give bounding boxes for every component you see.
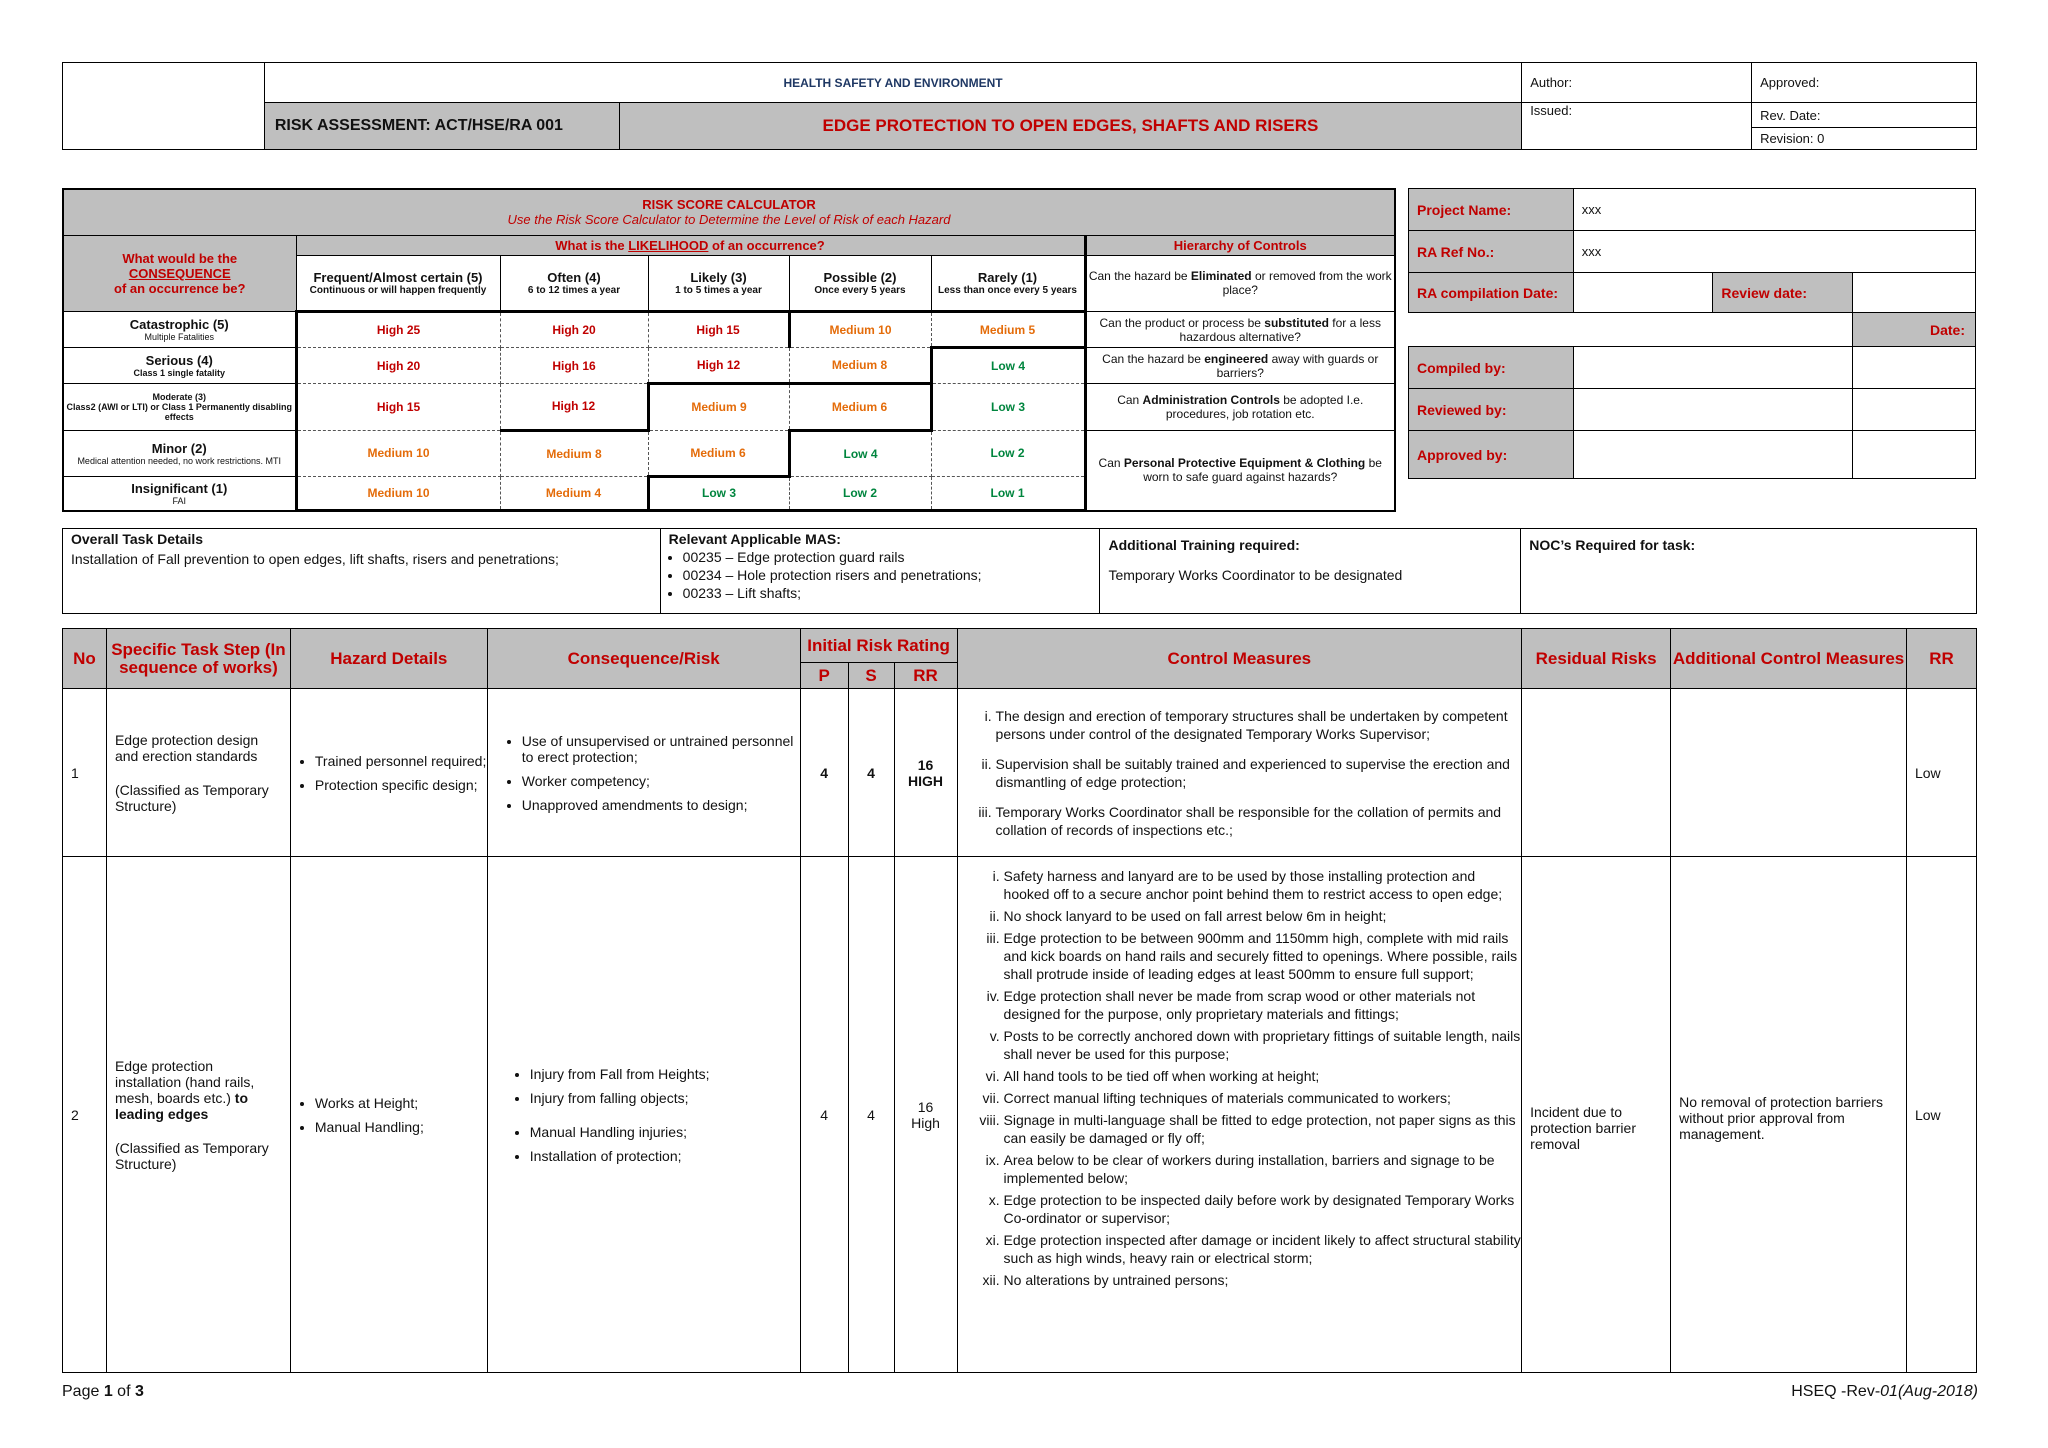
matrix-cell: Medium 8 (789, 348, 931, 384)
list-item: vi. All hand tools to be tied off when working at height; (1004, 1067, 1522, 1085)
noc-cell (1521, 529, 1977, 614)
consequence-q3: of an occurrence be? (114, 280, 246, 296)
row-controls (957, 689, 1522, 857)
row-p: 4 (800, 857, 848, 1373)
list-item: • Works at Height; (315, 1095, 487, 1111)
table-row (63, 689, 1977, 857)
matrix-cell: Medium 5 (931, 312, 1085, 348)
table-row (63, 857, 1977, 1373)
ra-ref-label: RA Ref No.: (1409, 231, 1574, 273)
list-item: ii. No shock lanyard to be used on fall arrest below 6m in height; (1004, 907, 1522, 925)
mas-cell (660, 529, 1100, 614)
matrix-cell: Medium 9 (648, 384, 789, 430)
likelihood-q3: of an occurrence? (708, 237, 825, 253)
review-date-value (1853, 273, 1976, 313)
hierarchy-keyword: substituted (1264, 315, 1329, 330)
list-item: • Use of unsupervised or untrained personnel to erect protection; (522, 733, 800, 765)
hierarchy-substitute (1085, 312, 1395, 348)
hierarchy-keyword: Eliminated (1190, 269, 1252, 284)
reviewed-by-label: Reviewed by: (1409, 389, 1574, 431)
col-additional: Additional Control Measures (1671, 629, 1907, 689)
row-rr (894, 689, 957, 857)
hierarchy-text: or removed from the work place? (1222, 269, 1392, 298)
matrix-cell: Medium 10 (296, 476, 500, 510)
spacer (1409, 313, 1853, 347)
ra-number: RISK ASSESSMENT: ACT/HSE/RA 001 (264, 103, 619, 150)
list-item: • Manual Handling injuries; (530, 1124, 800, 1140)
matrix-cell: Medium 8 (500, 430, 648, 476)
col-no: No (63, 629, 107, 689)
approved-by-label: Approved by: (1409, 431, 1574, 479)
mas-list (669, 549, 1092, 601)
consequence-desc: Class 1 single fatality (133, 368, 226, 379)
matrix-cell: High 20 (296, 348, 500, 384)
row-no: 2 (63, 857, 107, 1373)
matrix-cell: Low 2 (789, 476, 931, 510)
matrix-cell: Low 2 (931, 430, 1085, 476)
step-text-a: Edge protection installation (hand rails, mesh, boards etc.) (114, 1057, 255, 1106)
hierarchy-text: Can (1098, 456, 1124, 471)
col-initial-rating: Initial Risk Rating (800, 629, 957, 663)
list-item: i. Safety harness and lanyard are to be used by those installing protection and hooked off to a secure anchor point behind them to restrict access to open edge; (1004, 867, 1522, 903)
consequence-q1: What would be the (122, 250, 238, 266)
document-header (62, 62, 1977, 150)
likelihood-4 (500, 255, 648, 311)
hierarchy-keyword: Personal Protective Equipment & Clothing (1123, 456, 1366, 471)
list-item: • Worker competency; (522, 773, 800, 789)
mas-label: Relevant Applicable MAS: (668, 531, 841, 547)
list-item: • Protection specific design; (315, 777, 487, 793)
likelihood-question (296, 235, 1085, 255)
likelihood-4-desc: 6 to 12 times a year (527, 284, 621, 296)
consequence-name: Serious (4) (145, 353, 213, 369)
hierarchy-keyword: Administration Controls (1142, 392, 1280, 407)
noc-label: NOC’s Required for task: (1529, 537, 1696, 553)
matrix-cell: High 25 (296, 312, 500, 348)
hierarchy-keyword: engineered (1204, 351, 1269, 366)
consequence-name: Catastrophic (5) (129, 317, 229, 333)
project-info (1408, 188, 1976, 479)
list-item: xi. Edge protection inspected after damage or incident likely to affect structural stability such as high winds, heavy rain or electrical storm; (1004, 1231, 1522, 1267)
list-item: iii. Temporary Works Coordinator shall be responsible for the collation of permits and collation of records of inspections etc.; (996, 803, 1522, 839)
hierarchy-engineer (1085, 348, 1395, 384)
matrix-cell: Medium 6 (789, 384, 931, 430)
consequence-desc: Medical attention needed, no work restrictions. MTI (77, 455, 282, 466)
hierarchy-eliminate (1085, 255, 1395, 311)
row-rr (894, 857, 957, 1373)
list-item: ii. Supervision shall be suitably trained and experienced to supervise the erection and dismantling of edge protection; (996, 755, 1522, 791)
date-label: Date: (1853, 313, 1976, 347)
risk-assessment-table (62, 628, 1977, 1373)
matrix-cell: Low 4 (931, 348, 1085, 384)
hierarchy-text: Can the hazard be (1088, 269, 1191, 284)
row-hazards (290, 857, 487, 1373)
row-consequences (487, 857, 800, 1373)
list-item: • Manual Handling; (315, 1119, 487, 1135)
likelihood-3-desc: 1 to 5 times a year (675, 284, 762, 296)
rr-level: HIGH (908, 772, 944, 789)
row-hazards (290, 689, 487, 857)
list-item: • Installation of protection; (530, 1148, 800, 1164)
hierarchy-text: for a less hazardous alternative? (1179, 315, 1381, 344)
likelihood-1-desc: Less than once every 5 years (938, 284, 1077, 296)
row-p: 4 (800, 689, 848, 857)
matrix-cell: Medium 10 (296, 430, 500, 476)
list-item: • 00233 – Lift shafts; (683, 585, 1092, 601)
list-item: • Trained personnel required; (315, 753, 487, 769)
overall-task-details (62, 528, 1977, 614)
likelihood-2-name: Possible (2) (823, 269, 897, 285)
issued-field: Issued: (1522, 103, 1752, 150)
project-name-label: Project Name: (1409, 189, 1574, 231)
col-rr-initial: RR (894, 663, 957, 689)
matrix-cell: High 15 (296, 384, 500, 430)
consequence-desc: FAI (172, 495, 186, 506)
hierarchy-title: Hierarchy of Controls (1085, 235, 1395, 255)
compiled-by-label: Compiled by: (1409, 347, 1574, 389)
likelihood-3-name: Likely (3) (690, 269, 747, 285)
compiled-date (1853, 347, 1976, 389)
training-text: Temporary Works Coordinator to be designated (1108, 567, 1403, 583)
rr-score: 16 (917, 1098, 934, 1115)
likelihood-3 (648, 255, 789, 311)
matrix-cell: High 16 (500, 348, 648, 384)
row-step (106, 857, 290, 1373)
row-s: 4 (848, 689, 894, 857)
list-item: • Injury from falling objects; (530, 1090, 800, 1106)
likelihood-1 (931, 255, 1085, 311)
ra-compilation-label: RA compilation Date: (1409, 273, 1574, 313)
hierarchy-ppe (1085, 430, 1395, 510)
list-item: • Injury from Fall from Heights; (530, 1066, 800, 1082)
col-rr: RR (1906, 629, 1976, 689)
revision-footer (1791, 1383, 1978, 1401)
hierarchy-text: Can the hazard be (1102, 351, 1205, 366)
list-item: • 00234 – Hole protection risers and penetrations; (683, 567, 1092, 583)
ra-ref-value: xxx (1573, 231, 1975, 273)
calculator-title-cell (63, 189, 1395, 235)
hierarchy-text: away with guards or barriers? (1216, 351, 1379, 380)
revision-field: Revision: 0 (1752, 127, 1977, 149)
step-text: Edge protection design and erection standards (114, 731, 259, 764)
row-s: 4 (848, 857, 894, 1373)
list-item: vii. Correct manual lifting techniques of materials communicated to workers; (1004, 1089, 1522, 1107)
col-control: Control Measures (957, 629, 1522, 689)
page-total: 3 (134, 1383, 144, 1400)
likelihood-1-name: Rarely (1) (977, 269, 1038, 285)
matrix-cell: Medium 6 (648, 430, 789, 476)
row-no: 1 (63, 689, 107, 857)
ra-compilation-value (1573, 273, 1713, 313)
hierarchy-text: be worn to safe guard against hazards? (1143, 456, 1382, 485)
hierarchy-admin (1085, 384, 1395, 430)
task-details-cell (63, 529, 661, 614)
revision-text: HSEQ -Rev- (1791, 1383, 1881, 1400)
row-residual: Incident due to protection barrier removal (1522, 857, 1671, 1373)
step-text-b: to leading edges (114, 1089, 249, 1122)
approved-date (1853, 431, 1976, 479)
consequence-desc: Class2 (AWI or LTI) or Class 1 Permanently disabling effects (66, 401, 292, 422)
page-current: 1 (103, 1383, 113, 1400)
matrix-cell: Low 3 (931, 384, 1085, 430)
likelihood-2-desc: Once every 5 years (814, 284, 906, 296)
risk-score-calculator (62, 188, 1396, 512)
reviewed-by-value (1573, 389, 1852, 431)
row-step (106, 689, 290, 857)
likelihood-5-name: Frequent/Almost certain (5) (313, 269, 483, 285)
training-cell (1100, 529, 1521, 614)
task-details-text: Installation of Fall prevention to open edges, lift shafts, risers and penetrations; (71, 551, 559, 567)
page-number (62, 1383, 144, 1401)
matrix-cell: Low 3 (648, 476, 789, 510)
row-consequences (487, 689, 800, 857)
calculator-title: RISK SCORE CALCULATOR (642, 197, 816, 213)
project-name-value: xxx (1573, 189, 1975, 231)
ra-title: EDGE PROTECTION TO OPEN EDGES, SHAFTS AND RISERS (619, 103, 1521, 150)
calculator-subtitle: Use the Risk Score Calculator to Determine the Level of Risk of each Hazard (507, 212, 951, 228)
col-hazard: Hazard Details (290, 629, 487, 689)
consequence-name: Moderate (3) (152, 391, 206, 402)
list-item: • 00235 – Edge protection guard rails (683, 549, 1092, 565)
col-residual: Residual Risks (1522, 629, 1671, 689)
likelihood-4-name: Often (4) (547, 269, 601, 285)
matrix-cell: High 20 (500, 312, 648, 348)
row-additional: No removal of protection barriers without prior approval from management. (1671, 857, 1907, 1373)
list-item: iii. Edge protection to be between 900mm and 1150mm high, complete with mid rails and kick boards on hand rails and securely fitted to openings. Where possible, rails shall protrude inside of leading edges at least 500mm to ensure full support; (1004, 929, 1522, 983)
consequence-desc: Multiple Fatalities (144, 332, 215, 343)
col-step: Specific Task Step (In sequence of works) (106, 629, 290, 689)
consequence-moderate (63, 384, 296, 430)
org-title: HEALTH SAFETY AND ENVIRONMENT (264, 63, 1521, 103)
matrix-cell: High 15 (648, 312, 789, 348)
step-text (115, 1058, 282, 1122)
task-details-label: Overall Task Details (71, 531, 204, 547)
consequence-q2: CONSEQUENCE (128, 265, 231, 281)
matrix-cell: High 12 (500, 384, 648, 430)
row-final-rr: Low (1906, 689, 1976, 857)
page-text: of (112, 1383, 135, 1400)
col-consequence: Consequence/Risk (487, 629, 800, 689)
consequence-name: Insignificant (1) (131, 480, 228, 496)
consequence-question (63, 235, 296, 311)
consequence-name: Minor (2) (151, 440, 207, 456)
list-item: ix. Area below to be clear of workers during installation, barriers and signage to be implemented below; (1004, 1151, 1522, 1187)
rev-date-field: Rev. Date: (1752, 103, 1977, 127)
row-controls (957, 857, 1522, 1373)
consequence-catastrophic (63, 312, 296, 348)
likelihood-q1: What is the (555, 237, 629, 253)
matrix-cell: High 12 (648, 348, 789, 384)
rr-score: 16 (917, 756, 934, 773)
review-date-label: Review date: (1713, 273, 1853, 313)
likelihood-5-desc: Continuous or will happen frequently (309, 284, 487, 296)
likelihood-q2: LIKELIHOOD (628, 237, 709, 253)
matrix-cell: Low 1 (931, 476, 1085, 510)
matrix-cell: Medium 4 (500, 476, 648, 510)
consequence-minor (63, 430, 296, 476)
page-text: Page (62, 1383, 104, 1400)
row-final-rr: Low (1906, 857, 1976, 1373)
approved-field: Approved: (1752, 63, 1977, 103)
hierarchy-text: be adopted I.e. procedures, job rotation etc. (1165, 392, 1364, 421)
col-p: P (800, 663, 848, 689)
step-classification: (Classified as Temporary Structure) (114, 781, 269, 814)
list-item: i. The design and erection of temporary structures shall be undertaken by competent persons under control of the designated Temporary Works Supervisor; (996, 707, 1522, 743)
approved-by-value (1573, 431, 1852, 479)
author-field: Author: (1522, 63, 1752, 103)
hierarchy-text: Can (1117, 392, 1143, 407)
compiled-by-value (1573, 347, 1852, 389)
likelihood-5 (296, 255, 500, 311)
list-item: v. Posts to be correctly anchored down with proprietary fittings of suitable length, nails shall never be used for this purpose; (1004, 1027, 1522, 1063)
logo-area (63, 63, 265, 150)
revision-date: 01(Aug-2018) (1880, 1383, 1978, 1400)
step-classification: (Classified as Temporary Structure) (114, 1139, 269, 1172)
consequence-serious (63, 348, 296, 384)
list-item: xii. No alterations by untrained persons; (1004, 1271, 1522, 1289)
row-residual (1522, 689, 1671, 857)
list-item: • Unapproved amendments to design; (522, 797, 800, 813)
matrix-cell: Medium 10 (789, 312, 931, 348)
reviewed-date (1853, 389, 1976, 431)
list-item: iv. Edge protection shall never be made from scrap wood or other materials not designed for the purpose, only proprietary materials and fittings; (1004, 987, 1522, 1023)
hierarchy-text: Can the product or process be (1099, 315, 1265, 330)
col-s: S (848, 663, 894, 689)
row-additional (1671, 689, 1907, 857)
matrix-cell: Low 4 (789, 430, 931, 476)
rr-level: High (911, 1114, 940, 1131)
list-item: viii. Signage in multi-language shall be fitted to edge protection, not paper signs as this can easily be damaged or fly off; (1004, 1111, 1522, 1147)
list-item: x. Edge protection to be inspected daily before work by designated Temporary Works Co-ordinator or supervisor; (1004, 1191, 1522, 1227)
training-label: Additional Training required: (1108, 537, 1300, 553)
likelihood-2 (789, 255, 931, 311)
consequence-insignificant (63, 476, 296, 510)
